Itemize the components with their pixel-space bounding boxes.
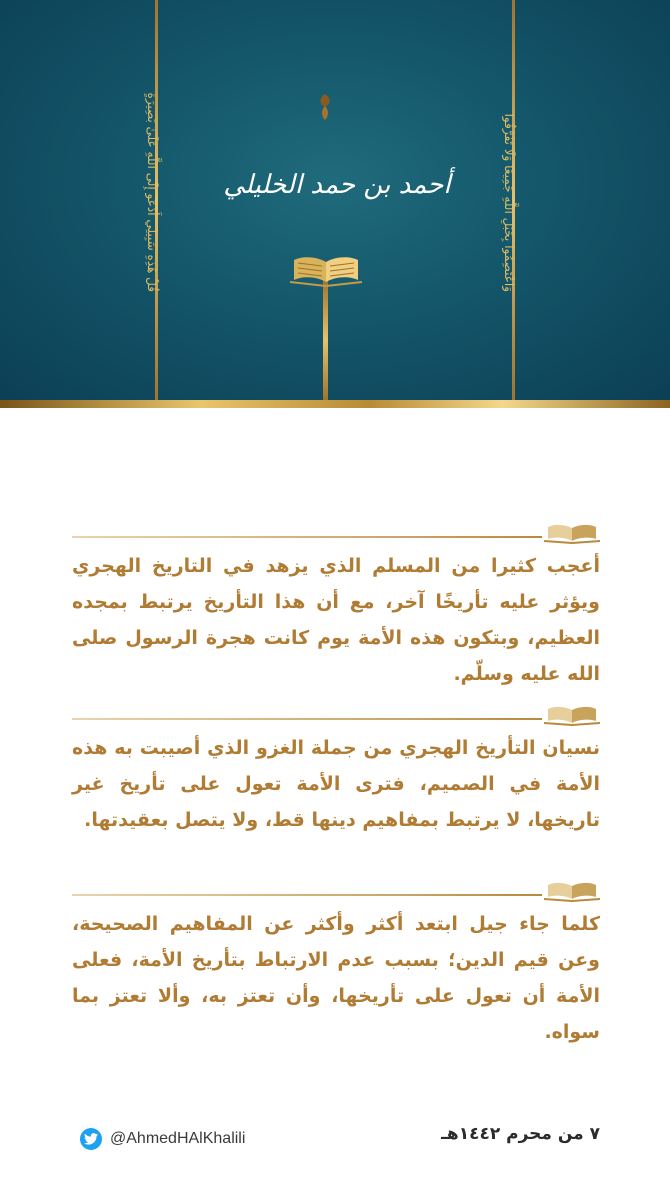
paragraph-1-container [72,548,600,692]
paragraph-2-container [72,730,600,838]
twitter-handle-link[interactable] [80,1126,245,1152]
book-icon [544,880,600,902]
book-icon [544,522,600,544]
signature: أحمد بن حمد الخليلي [223,170,451,200]
divider-line [72,894,542,896]
paragraph-3: كلما جاء جيل ابتعد أكثر وأكثر عن المفاهيم الصحيحة، وعن قيم الدين؛ بسبب عدم الارتباط بتأريخ الأمة، فعلى الأمة أن تعول على تأريخها، وأن تعتز به، وألا تعتز بما سواه. [72,913,600,1043]
divider-line [72,718,542,720]
paragraph-2: نسيان التأريخ الهجري من جملة الغزو الذي أصيبت به هذه الأمة في الصميم، فترى الأمة تعول على تأريخ غير تاريخها، لا يرتبط بمفاهيم دينها قط، ولا يتصل بعقيدتها. [72,737,600,831]
twitter-handle-text: @AhmedHAlKhalili [110,1130,246,1147]
twitter-bird-icon [80,1128,102,1150]
verse-right: وَاعْتَصِمُوا بِحَبْلِ اللَّهِ جَمِيعًا وَلَا تَفَرَّقُوا [502,113,516,292]
header-banner [0,0,670,400]
paragraph-1: أعجب كثيرا من المسلم الذي يزهد في التاريخ الهجري ويؤثر عليه تأريخًا آخر، مع أن هذا التأريخ يرتبط بمجده العظيم، وبتكون هذه الأمة يوم كانت هجرة الرسول صلى الله عليه وسلّم. [72,555,600,685]
open-book-icon [290,252,362,288]
gold-rail-center [323,280,328,400]
book-icon [544,704,600,726]
divider-line [72,536,542,538]
ornament-icon [315,92,335,122]
verse-left: قُلْ هَٰذِهِ سَبِيلِي أَدْعُو إِلَى اللَّهِ عَلَىٰ بَصِيرَةٍ [145,92,159,292]
hijri-date: ٧ من محرم ١٤٤٢هـ [441,1124,600,1144]
paragraph-3-container [72,906,600,1050]
gold-separator-bar [0,400,670,408]
